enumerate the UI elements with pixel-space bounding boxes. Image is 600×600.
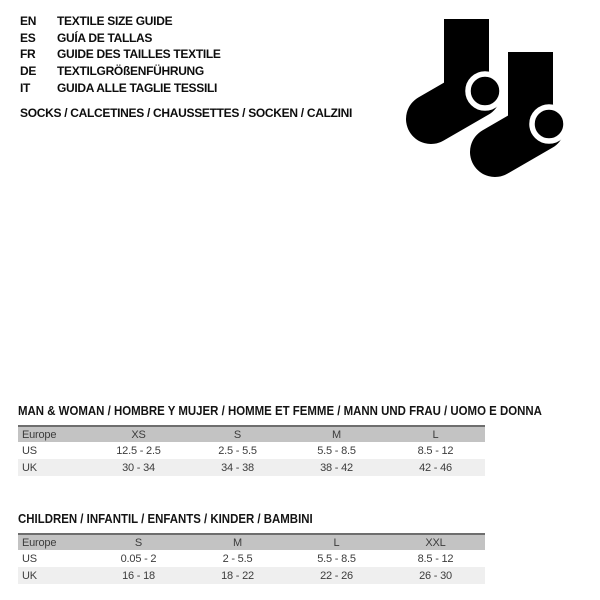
column-header: Europe: [22, 428, 57, 441]
size-cell: 8.5 - 12: [417, 552, 454, 565]
table-header-row: [18, 426, 485, 442]
column-header: XS: [131, 428, 146, 441]
size-cell: 38 - 42: [320, 461, 353, 474]
size-cell: 2 - 5.5: [222, 552, 253, 565]
table-row: [18, 459, 485, 476]
size-table-section-children: [18, 512, 485, 584]
size-cell: 5.5 - 8.5: [317, 552, 356, 565]
language-label: GUIDE DES TAILLES TEXTILE: [57, 47, 221, 62]
size-cell: 5.5 - 8.5: [317, 444, 356, 457]
table-header-row: [18, 534, 485, 550]
language-row: [20, 13, 221, 30]
column-header: S: [233, 428, 242, 441]
table-title-adults: MAN & WOMAN / HOMBRE Y MUJER / HOMME ET FEMME / MANN UND FRAU / UOMO E DONNA: [18, 403, 542, 418]
sock-back: [431, 19, 502, 119]
size-table-adults: [18, 425, 485, 476]
size-cell: 12.5 - 2.5: [116, 444, 161, 457]
language-row: [20, 46, 221, 63]
language-code: EN: [20, 14, 37, 28]
size-table-children: [18, 533, 485, 584]
language-label: TEXTILGRÖßENFÜHRUNG: [57, 64, 204, 79]
table-row: [18, 550, 485, 567]
language-code: IT: [20, 80, 31, 95]
column-header: M: [233, 536, 242, 549]
column-header: L: [333, 536, 340, 549]
language-row: [20, 80, 221, 97]
size-cell: 18 - 22: [221, 569, 254, 582]
row-label: US: [22, 444, 37, 457]
language-label: GUÍA DE TALLAS: [57, 30, 153, 45]
size-cell: 8.5 - 12: [417, 444, 454, 457]
category-title: SOCKS / CALCETINES / CHAUSSETTES / SOCKEN / CALZINI: [20, 106, 353, 120]
language-label: TEXTILE SIZE GUIDE: [57, 14, 173, 28]
language-label: GUIDA ALLE TAGLIE TESSILI: [57, 80, 218, 95]
size-cell: 2.5 - 5.5: [218, 444, 257, 457]
size-cell: 26 - 30: [419, 569, 452, 582]
column-header: L: [432, 428, 439, 441]
language-list: [20, 13, 221, 97]
column-header: XXL: [425, 536, 446, 549]
size-cell: 16 - 18: [122, 569, 155, 582]
size-cell: 30 - 34: [122, 461, 155, 474]
language-code: DE: [20, 64, 37, 79]
size-table-section-adults: [18, 403, 542, 476]
size-cell: 42 - 46: [419, 461, 452, 474]
row-label: UK: [22, 569, 37, 582]
table-row: [18, 567, 485, 584]
column-header: M: [332, 428, 341, 441]
size-cell: 22 - 26: [320, 569, 353, 582]
row-label: UK: [22, 461, 37, 474]
column-header: S: [134, 536, 143, 549]
table-row: [18, 442, 485, 459]
language-code: ES: [20, 30, 36, 45]
size-cell: 0.05 - 2: [120, 552, 157, 565]
language-row: [20, 30, 221, 47]
language-row: [20, 63, 221, 80]
socks-icon: [400, 0, 600, 200]
row-label: US: [22, 552, 37, 565]
language-code: FR: [20, 47, 36, 62]
column-header: Europe: [22, 536, 57, 549]
table-title-children: CHILDREN / INFANTIL / ENFANTS / KINDER / BAMBINI: [18, 511, 313, 526]
size-cell: 34 - 38: [221, 461, 254, 474]
